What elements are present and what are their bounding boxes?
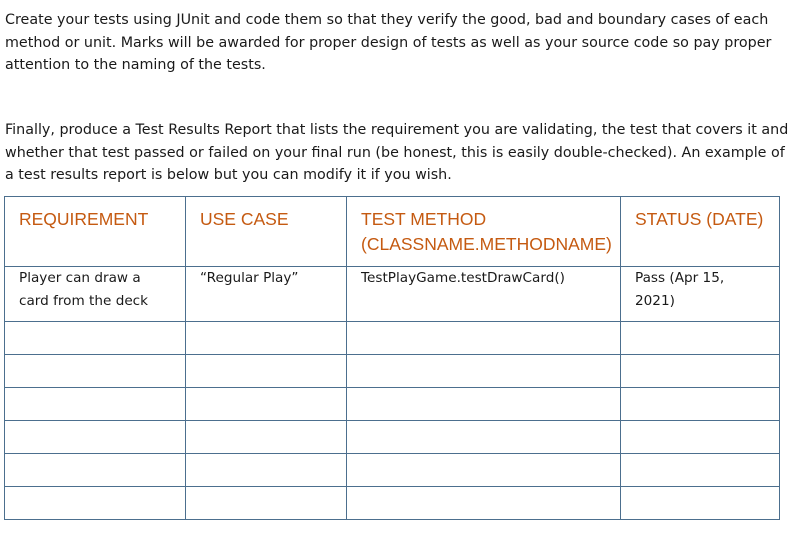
cell-test-method (347, 487, 621, 520)
report-paragraph: Finally, produce a Test Results Report that lists the requirement you are validating, the test that covers it and whether that test passed or failed on your final run (be honest, this is easily double-checked). An example of a test results report is below but you can modify it if you wish. (5, 122, 789, 184)
cell-status (621, 454, 780, 487)
cell-test-method (347, 421, 621, 454)
header-test-method: TEST METHOD (CLASSNAME.METHODNAME) (347, 197, 621, 267)
cell-requirement (5, 322, 186, 355)
header-requirement: REQUIREMENT (5, 197, 186, 267)
cell-requirement (5, 355, 186, 388)
cell-status (621, 487, 780, 520)
table-row (5, 454, 780, 487)
intro-paragraph: Create your tests using JUnit and code them so that they verify the good, bad and boundary cases of each method or unit. Marks will be awarded for proper design of tests as well as your source code so pay proper attention to the naming of the tests. (5, 12, 772, 74)
table-row (5, 322, 780, 355)
cell-use-case (186, 454, 347, 487)
header-status: STATUS (DATE) (621, 197, 780, 267)
cell-requirement (5, 421, 186, 454)
table-row (5, 388, 780, 421)
cell-status (621, 322, 780, 355)
cell-test-method (347, 355, 621, 388)
header-use-case: USE CASE (186, 197, 347, 267)
table-header-row (5, 197, 780, 267)
cell-status: Pass (Apr 15, 2021) (621, 267, 780, 322)
cell-status (621, 421, 780, 454)
cell-use-case (186, 421, 347, 454)
table-row (5, 267, 780, 322)
cell-test-method (347, 388, 621, 421)
cell-use-case (186, 388, 347, 421)
table-row (5, 421, 780, 454)
cell-test-method: TestPlayGame.testDrawCard() (347, 267, 621, 322)
cell-requirement (5, 388, 186, 421)
table-row (5, 355, 780, 388)
cell-test-method (347, 454, 621, 487)
cell-requirement (5, 454, 186, 487)
table-row (5, 487, 780, 520)
cell-requirement (5, 487, 186, 520)
cell-requirement: Player can draw a card from the deck (5, 267, 186, 322)
cell-use-case: “Regular Play” (186, 267, 347, 322)
cell-use-case (186, 487, 347, 520)
cell-status (621, 355, 780, 388)
cell-use-case (186, 355, 347, 388)
cell-status (621, 388, 780, 421)
cell-use-case (186, 322, 347, 355)
test-results-table (4, 196, 780, 520)
cell-test-method (347, 322, 621, 355)
